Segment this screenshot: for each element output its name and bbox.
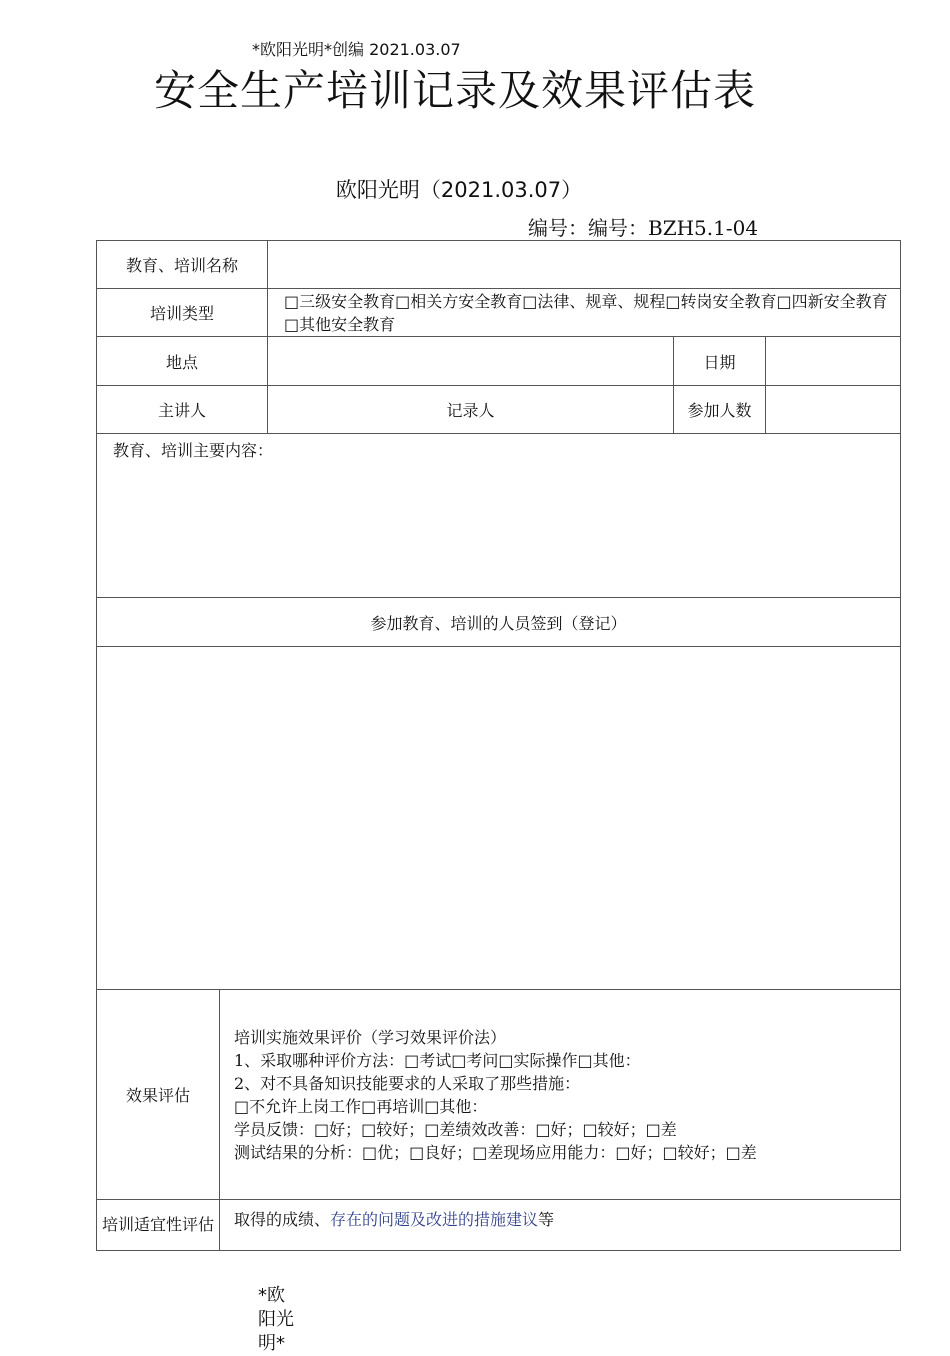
location-label: 地点 xyxy=(97,337,268,386)
attendees-label: 参加人数 xyxy=(674,386,766,434)
effect-line: 学员反馈：□好；□较好；□差绩效改善：□好；□较好；□差 xyxy=(234,1119,677,1139)
effect-line: 培训实施效果评价（学习效果评价法） xyxy=(234,1027,507,1047)
effect-content[interactable] xyxy=(220,990,901,1200)
location-field[interactable] xyxy=(268,337,674,386)
suitability-link[interactable]: 存在的问题及改进的措施建议 xyxy=(330,1210,539,1229)
footer-note: *欧阳光明* xyxy=(258,1285,294,1354)
training-name-field[interactable] xyxy=(268,241,901,289)
training-type-options[interactable]: □三级安全教育□相关方安全教育□法律、规章、规程□转岗安全教育□四新安全教育□其他安全教育 xyxy=(268,289,901,337)
date-label: 日期 xyxy=(674,337,766,386)
training-type-label: 培训类型 xyxy=(97,289,268,337)
header-note: *欧阳光明*创编 2021.03.07 xyxy=(252,40,461,59)
document-code: 编号：编号：BZH5.1-04 xyxy=(528,216,759,240)
date-field[interactable] xyxy=(766,337,901,386)
training-name-label: 教育、培训名称 xyxy=(97,241,268,289)
effect-line: 测试结果的分析：□优；□良好；□差现场应用能力：□好；□较好；□差 xyxy=(234,1142,757,1162)
author-line: 欧阳光明（2021.03.07） xyxy=(335,178,583,202)
signin-label: 参加教育、培训的人员签到（登记） xyxy=(97,598,901,647)
suitability-content[interactable] xyxy=(220,1200,901,1251)
suitability-suffix: 等 xyxy=(538,1210,555,1229)
effect-line: 1、采取哪种评价方法：□考试□考问□实际操作□其他： xyxy=(234,1050,641,1070)
lecturer-label: 主讲人 xyxy=(97,386,268,434)
suitability-prefix: 取得的成绩、 xyxy=(234,1210,331,1229)
document-title: 安全生产培训记录及效果评估表 xyxy=(153,66,756,115)
suitability-label: 培训适宜性评估 xyxy=(97,1200,220,1251)
signin-area[interactable] xyxy=(97,647,901,990)
content-label[interactable]: 教育、培训主要内容： xyxy=(97,434,901,598)
effect-line: □不允许上岗工作□再培训□其他： xyxy=(234,1096,488,1116)
recorder-label: 记录人 xyxy=(268,386,674,434)
effect-line: 2、对不具备知识技能要求的人采取了那些措施： xyxy=(234,1073,581,1093)
effect-label: 效果评估 xyxy=(97,990,220,1200)
attendees-field[interactable] xyxy=(766,386,901,434)
training-record-form xyxy=(96,240,901,1251)
